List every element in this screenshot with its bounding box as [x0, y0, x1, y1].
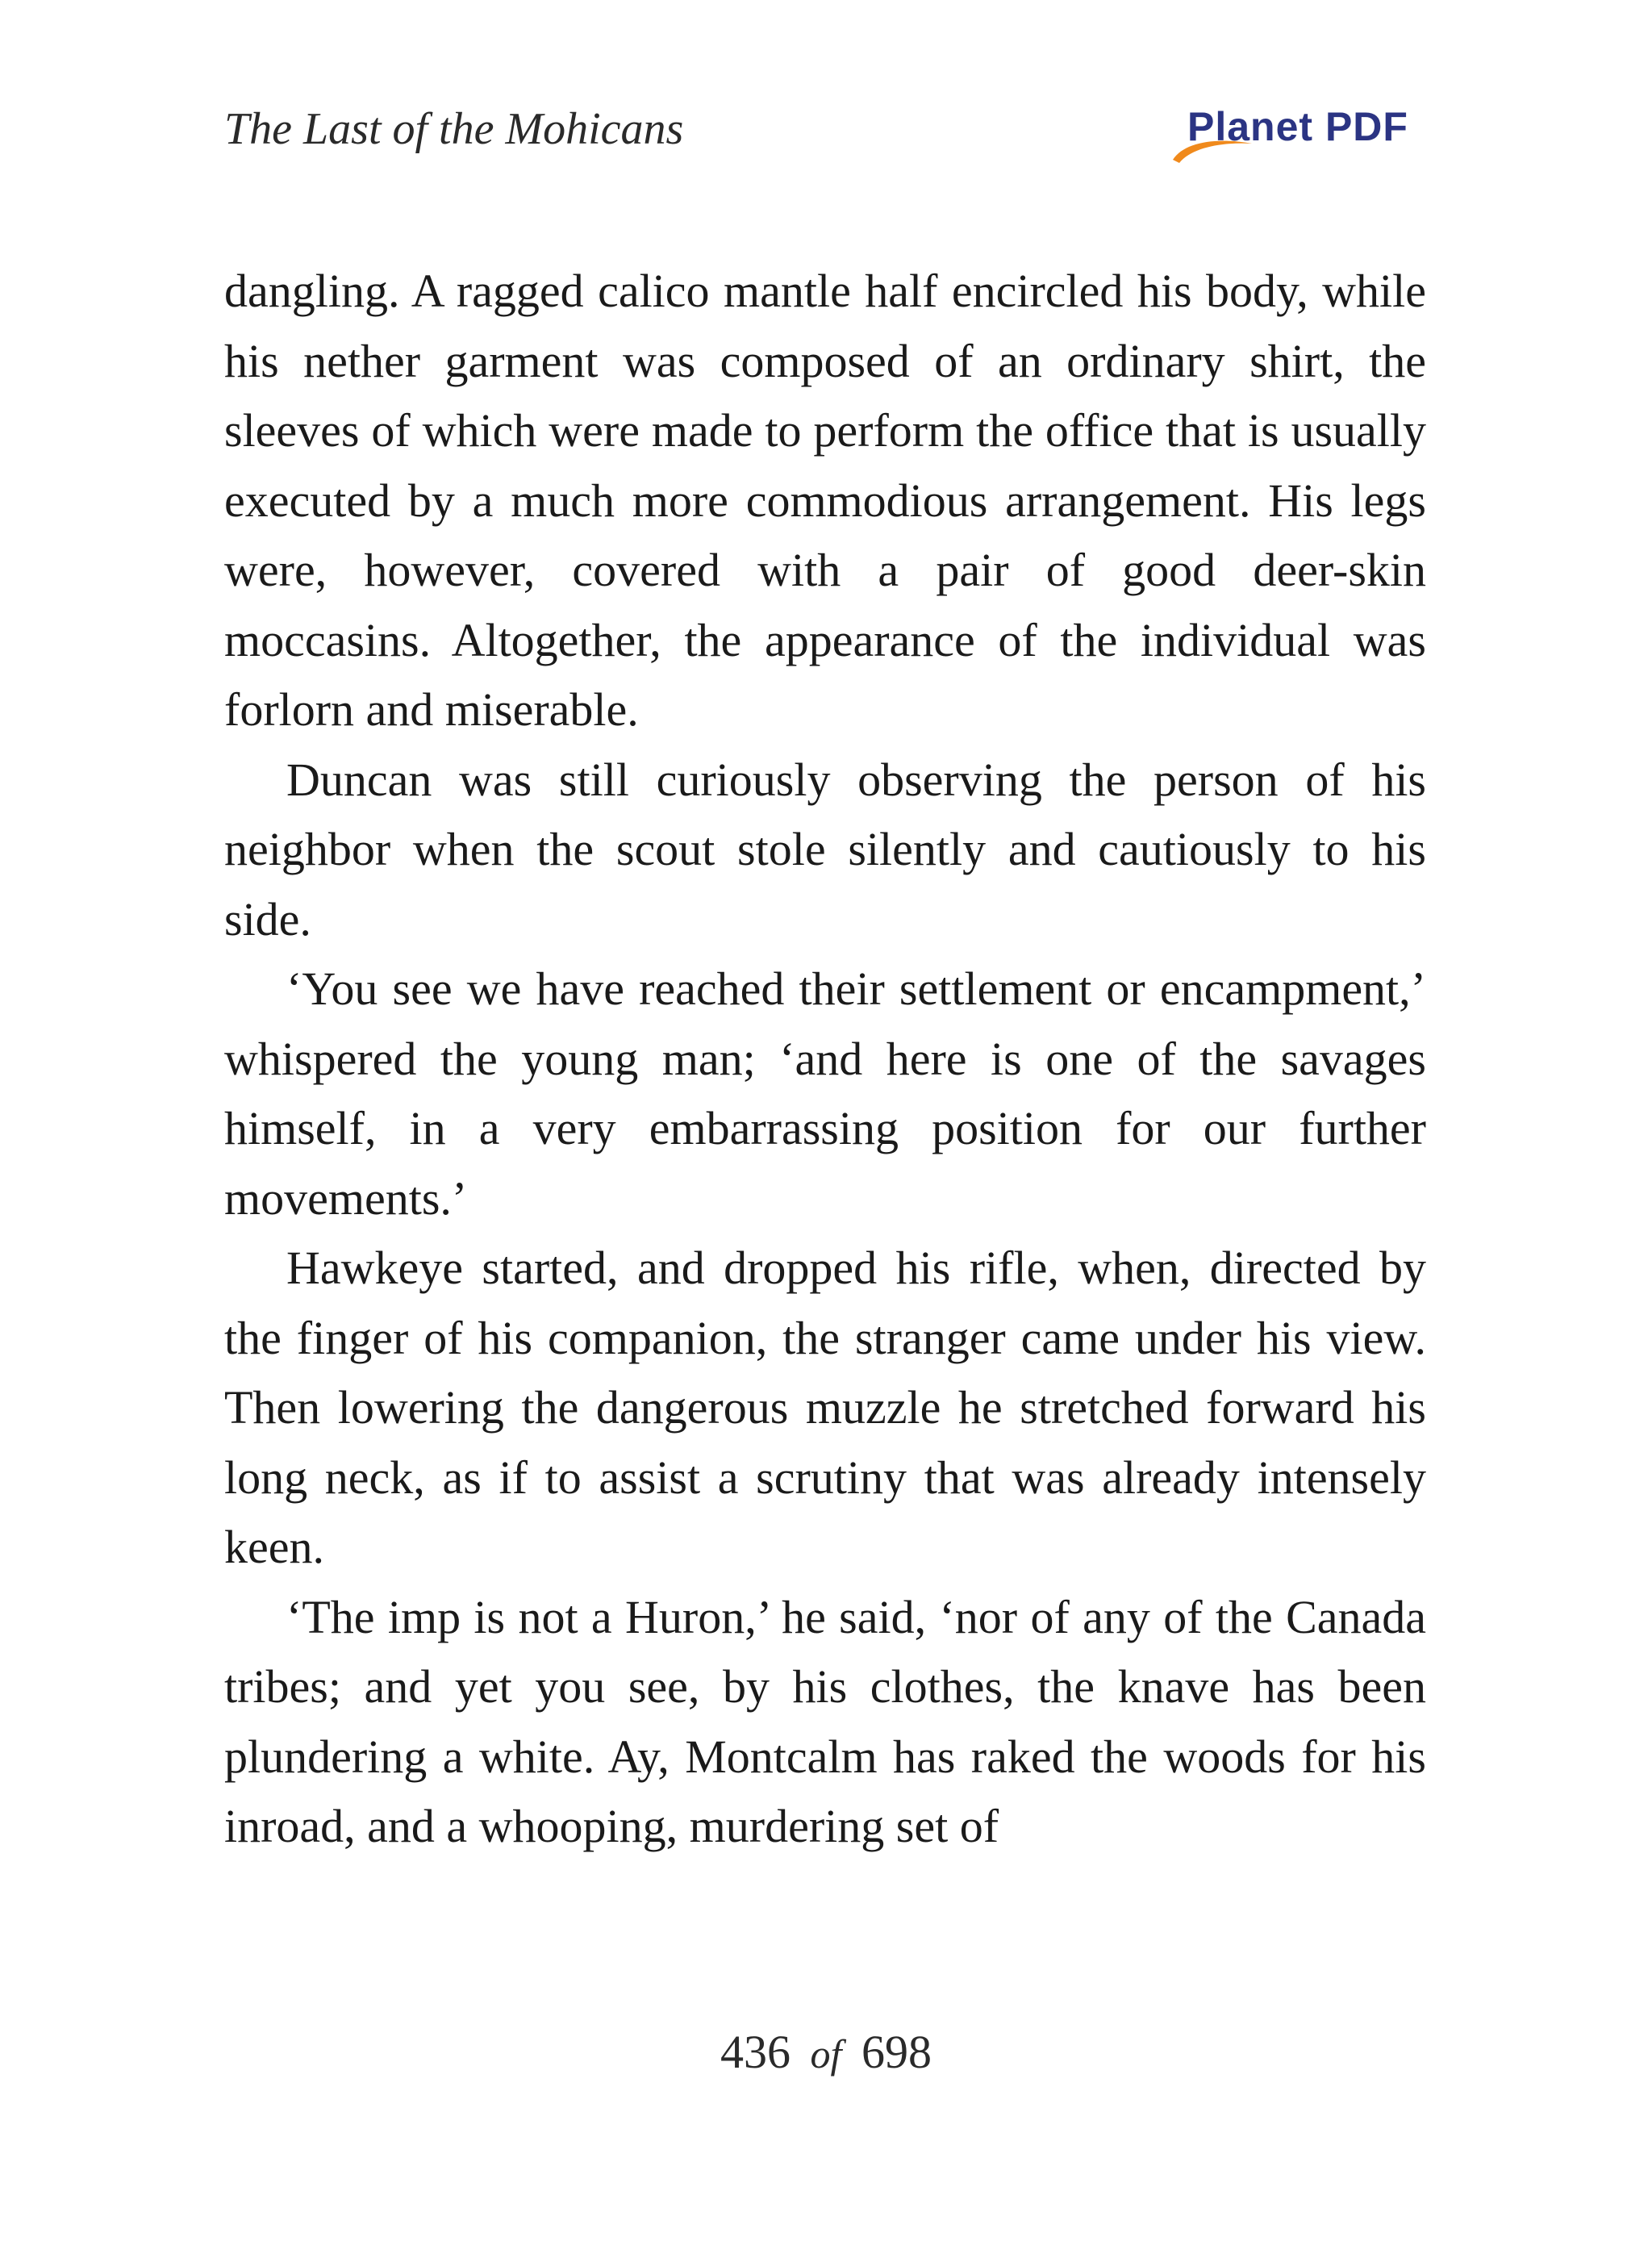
- paragraph: ‘You see we have reached their settlement or encampment,’ whispered the young man; ‘and here is one of the savages himself, in a very embarrassing position for our further movements.’: [224, 962, 1426, 1225]
- planet-pdf-logo[interactable]: [1168, 103, 1426, 171]
- paragraph: Hawkeye started, and dropped his rifle, when, directed by the finger of his companion, the stranger came under his view. Then lowering the dangerous muzzle he stretched forward his long neck, as if to assist a scrutiny that was already intensely keen.: [224, 1242, 1426, 1573]
- page-current: 436: [720, 2026, 791, 2078]
- book-title: The Last of the Mohicans: [224, 104, 684, 154]
- logo-text: Planet PDF: [1187, 104, 1408, 149]
- page-body: [224, 257, 1426, 1862]
- page-of: of: [810, 2031, 842, 2077]
- paragraph-continued: dangling. A ragged calico mantle half encircled his body, while his nether garment was composed of an ordinary shirt, the sleeves of which were made to perform the office that is usually executed by a much more commodious arrangement. His legs were, however, covered with a pair of good deer-skin moccasins. Altogether, the appearance of the individual was forlorn and miserable.: [224, 265, 1426, 736]
- page-number: [0, 2025, 1652, 2079]
- logo-swoosh-icon: [1168, 136, 1257, 168]
- page-total: 698: [861, 2026, 932, 2078]
- paragraph: Duncan was still curiously observing the person of his neighbor when the scout stole silently and cautiously to his side.: [224, 753, 1426, 945]
- paragraph: ‘The imp is not a Huron,’ he said, ‘nor of any of the Canada tribes; and yet you see, by his clothes, the knave has been plundering a white. Ay, Montcalm has raked the woods for his inroad, and a whooping, murdering set of: [224, 1590, 1426, 1852]
